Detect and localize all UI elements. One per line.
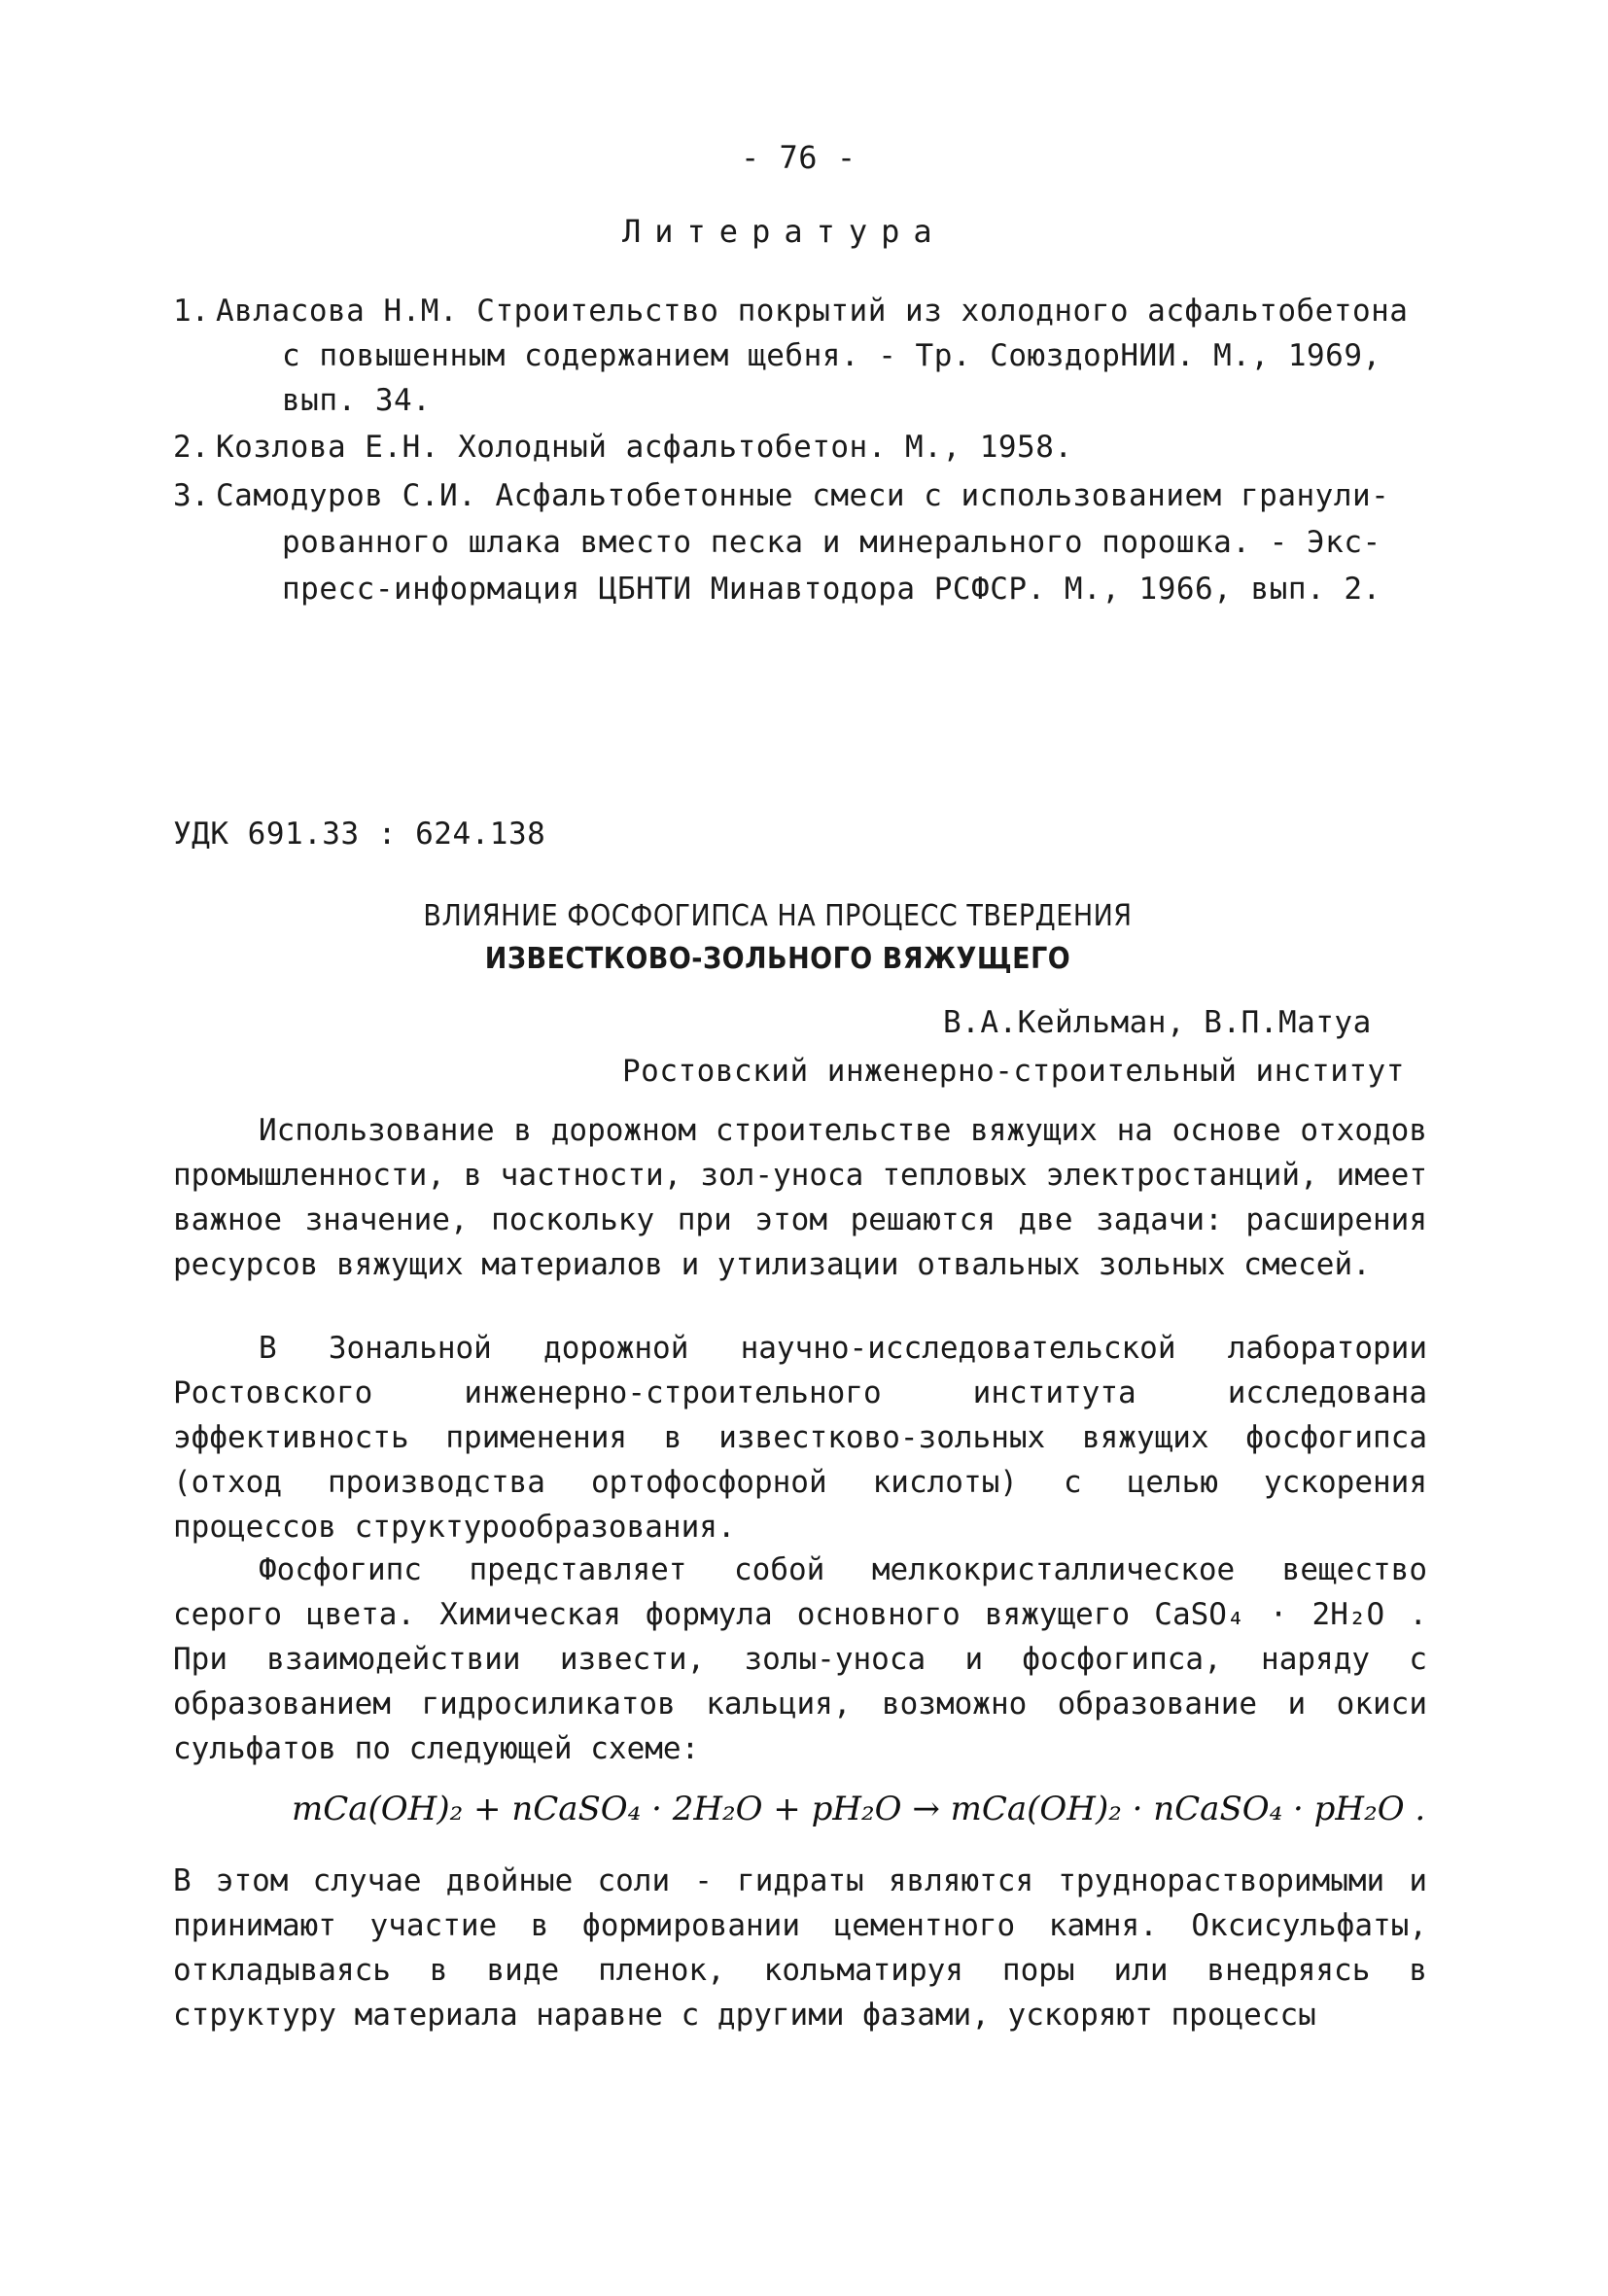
reference-text: рованного шлака вместо песка и минерального порошка. - Экс- [282,525,1381,560]
reference-number: 2. [173,430,210,465]
udk-code: УДК 691.33 : 624.138 [173,817,546,852]
article-affiliation: Ростовский инженерно-строительный институт [622,1054,1405,1089]
article-authors: В.А.Кейльман, В.П.Матуа [943,1005,1372,1040]
reference-text: Козлова Е.Н. Холодный асфальтобетон. М., 1958. [216,430,1073,465]
reference-text: вып. 34. [282,383,432,418]
chemical-formula: mCa(OH)₂ + nCaSO₄ · 2H₂O + pH₂O → mCa(OH)₂ · nCaSO₄ · pH₂O . [292,1790,1426,1828]
page-number: - 76 - [741,139,856,176]
article-title: ИЗВЕСТКОВО-ЗОЛЬНОГО ВЯЖУЩЕГО [484,942,1071,976]
reference-number: 1. [173,294,210,329]
body-paragraph: В этом случае двойные соли - гидраты являются труднорастворимыми и принимают участие в формировании цементного камня. Оксисульфаты, откладываясь в виде пленок, кольматируя поры или внедряясь в структуру материала наравне с другими фазами, ускоряют процессы [173,1863,1427,2033]
body-paragraph: Фосфогипс представляет собой мелкокристаллическое вещество серого цвета. Химическая формула основного вяжущего CaSO₄ · 2H₂O . При взаимодействии извести, золы-уноса и фосфогипса, наряду с образованием гидросиликатов кальция, возможно образование и окиси сульфатов по следующей схеме: [173,1552,1427,1766]
reference-text: пресс-информация ЦБНТИ Минавтодора РСФСР. М., 1966, вып. 2. [282,572,1381,607]
reference-text: Авласова Н.М. Строительство покрытий из холодного асфальтобетона [216,294,1409,329]
reference-text: с повышенным содержанием щебня. - Тр. СоюздорНИИ. М., 1969, [282,338,1381,373]
literature-heading: Литература [622,213,946,250]
body-paragraph: Использование в дорожном строительстве вяжущих на основе отходов промышленности, в частности, зол-уноса тепловых электростанций, имеет важное значение, поскольку при этом решаются две задачи: расширения ресурсов вяжущих материалов и утилизации отвальных зольных смесей. [173,1113,1427,1282]
reference-text: Самодуров С.И. Асфальтобетонные смеси с использованием гранули- [216,478,1390,513]
reference-number: 3. [173,478,210,513]
article-title: ВЛИЯНИЕ ФОСФОГИПСА НА ПРОЦЕСС ТВЕРДЕНИЯ [423,899,1133,933]
body-paragraph: В Зональной дорожной научно-исследовательской лаборатории Ростовского инженерно-строительного института исследована эффективность применения в известково-зольных вяжущих фосфогипса (отход производства ортофосфорной кислоты) с целью ускорения процессов структурообразования. [173,1331,1427,1545]
